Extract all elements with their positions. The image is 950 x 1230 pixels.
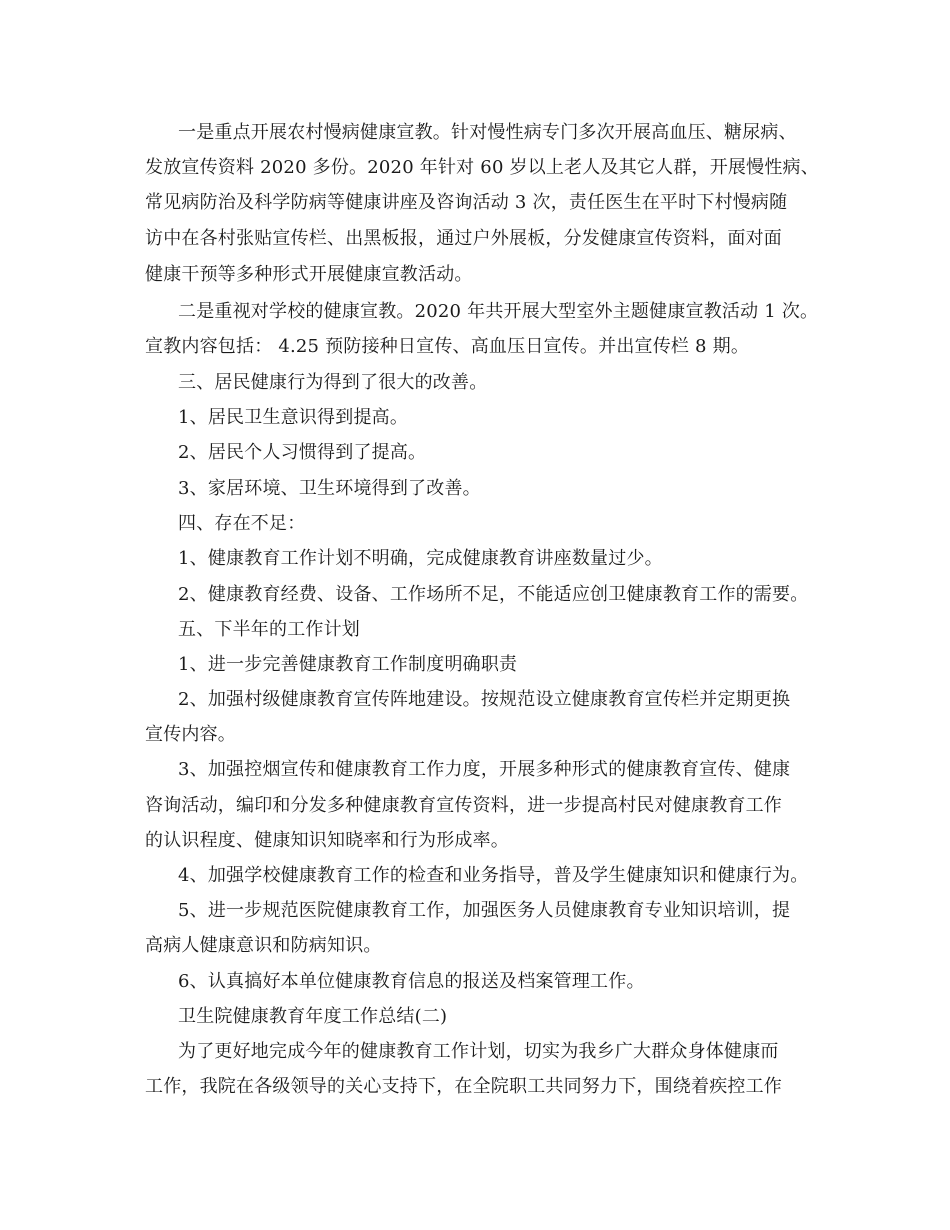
paragraph-line: 发放宣传资料 2020 多份。2020 年针对 60 岁以上老人及其它人群，开展慢性病、	[145, 157, 819, 178]
paragraph-line: 宣传内容。	[145, 724, 236, 745]
list-item: 1、进一步完善健康教育工作制度明确职责	[178, 654, 518, 675]
paragraph-line: 的认识程度、健康知识知晓率和行为形成率。	[145, 830, 509, 851]
paragraph-line: 咨询活动，编印和分发多种健康教育宣传资料，进一步提高村民对健康教育工作	[145, 795, 782, 816]
paragraph-line: 宣教内容包括： 4.25 预防接种日宣传、高血压日宣传。并出宣传栏 8 期。	[145, 336, 750, 357]
section-heading: 五、下半年的工作计划	[178, 619, 360, 640]
list-item: 2、居民个人习惯得到了提高。	[178, 442, 427, 463]
list-item: 2、健康教育经费、设备、工作场所不足，不能适应创卫健康教育工作的需要。	[178, 584, 809, 605]
paragraph-line: 健康干预等多种形式开展健康宣教活动。	[145, 264, 473, 285]
paragraph-line: 一是重点开展农村慢病健康宣教。针对慢性病专门多次开展高血压、糖尿病、	[178, 122, 797, 143]
list-item: 1、健康教育工作计划不明确，完成健康教育讲座数量过少。	[178, 548, 663, 569]
paragraph-line: 为了更好地完成今年的健康教育工作计划，切实为我乡广大群众身体健康而	[178, 1041, 779, 1062]
list-item: 2、加强村级健康教育宣传阵地建设。按规范设立健康教育宣传栏并定期更换	[178, 689, 791, 710]
list-item: 6、认真搞好本单位健康教育信息的报送及档案管理工作。	[178, 971, 645, 992]
paragraph-line: 工作，我院在各级领导的关心支持下，在全院职工共同努力下，围绕着疾控工作	[145, 1076, 782, 1097]
section-heading: 四、存在不足：	[178, 513, 306, 534]
list-item: 3、加强控烟宣传和健康教育工作力度，开展多种形式的健康教育宣传、健康	[178, 759, 791, 780]
paragraph-line: 高病人健康意识和防病知识。	[145, 935, 382, 956]
section-title: 卫生院健康教育年度工作总结(二)	[178, 1006, 448, 1027]
paragraph-line: 常见病防治及科学防病等健康讲座及咨询活动 3 次，责任医生在平时下村慢病随	[145, 192, 788, 213]
list-item: 4、加强学校健康教育工作的检查和业务指导，普及学生健康知识和健康行为。	[178, 865, 809, 886]
section-heading: 三、居民健康行为得到了很大的改善。	[178, 372, 488, 393]
list-item: 5、进一步规范医院健康教育工作，加强医务人员健康教育专业知识培训，提	[178, 900, 791, 921]
list-item: 3、家居环境、卫生环境得到了改善。	[178, 478, 481, 499]
paragraph-line: 访中在各村张贴宣传栏、出黑板报，通过户外展板，分发健康宣传资料，面对面	[145, 228, 782, 249]
list-item: 1、居民卫生意识得到提高。	[178, 407, 409, 428]
paragraph-line: 二是重视对学校的健康宣教。2020 年共开展大型室外主题健康宣教活动 1 次。	[178, 301, 819, 322]
